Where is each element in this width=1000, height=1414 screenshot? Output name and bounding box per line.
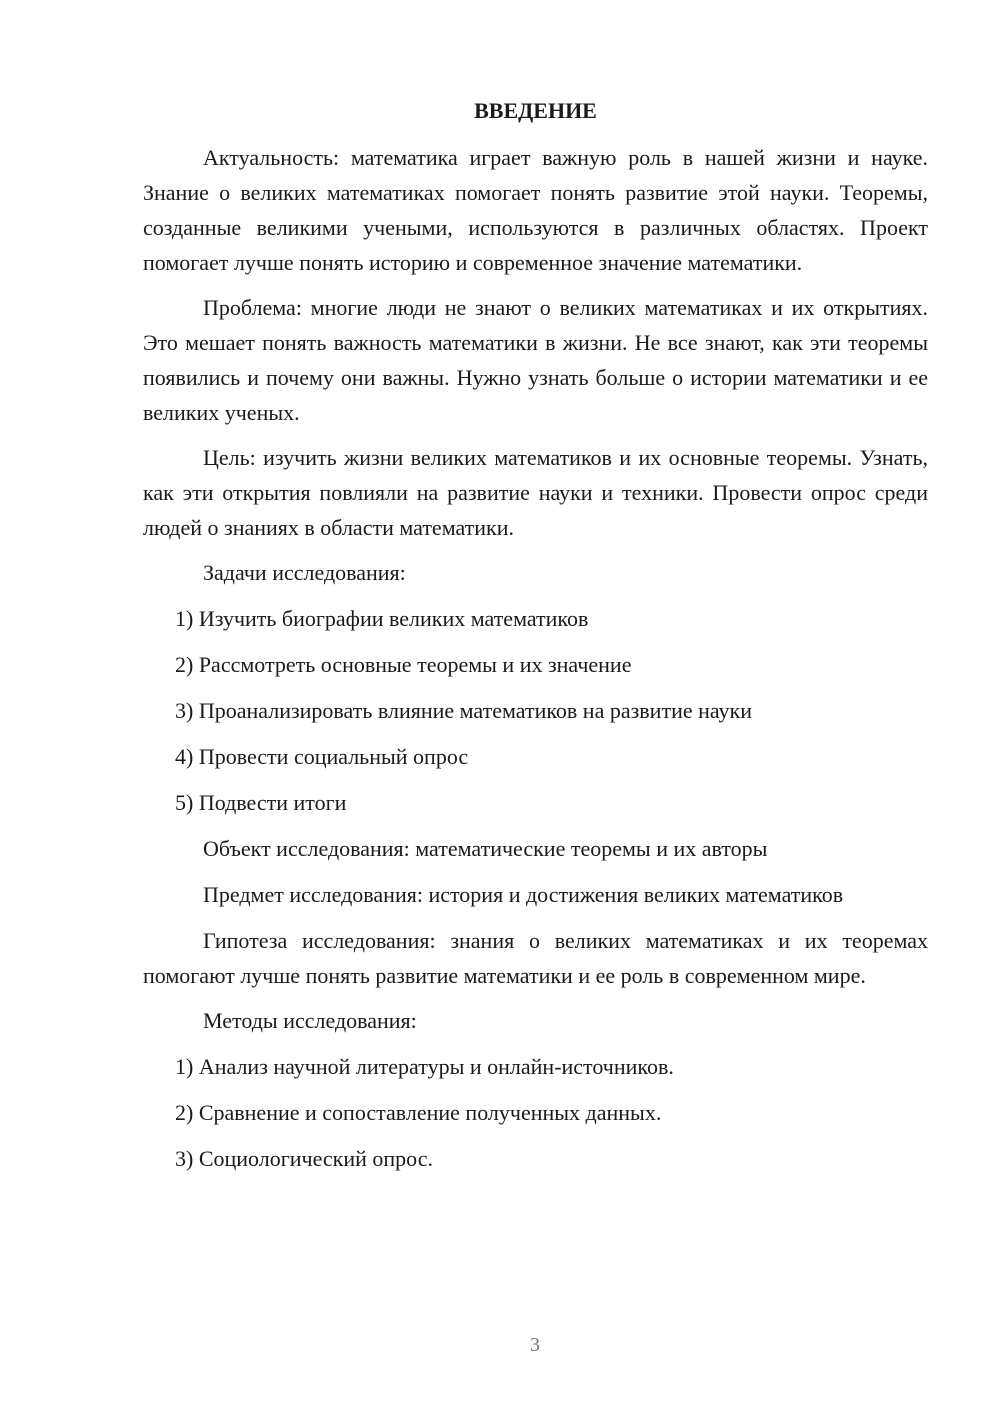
list-item: 2) Сравнение и сопоставление полученных данных. — [175, 1100, 662, 1125]
list-item: 4) Провести социальный опрос — [175, 744, 469, 769]
section-title: ВВЕДЕНИЕ — [474, 98, 597, 123]
list-item: 5) Подвести итоги — [175, 790, 347, 815]
methods-list — [143, 1049, 928, 1176]
goal-paragraph: Цель: изучить жизни великих математиков и их основные теоремы. Узнать, как эти открытия повлияли на развитие науки и техники. Провести опрос среди людей о знаниях в области математики. — [143, 445, 928, 540]
subject-line: Предмет исследования: история и достижения великих математиков — [203, 882, 844, 907]
page-number: 3 — [530, 1334, 540, 1356]
problem-paragraph: Проблема: многие люди не знают о великих математиках и их открытиях. Это мешает понять важность математики в жизни. Не все знают, как эти теоремы появились и почему они важны. Нужно узнать больше о истории математики и ее великих ученых. — [143, 295, 928, 425]
document-page — [143, 96, 928, 1187]
object-line: Объект исследования: математические теоремы и их авторы — [203, 836, 768, 861]
tasks-heading: Задачи исследования: — [203, 560, 406, 585]
list-item: 3) Проанализировать влияние математиков на развитие науки — [175, 698, 752, 723]
list-item: 2) Рассмотреть основные теоремы и их значение — [175, 652, 632, 677]
list-item: 1) Анализ научной литературы и онлайн-источников. — [175, 1054, 674, 1079]
methods-heading: Методы исследования: — [203, 1008, 417, 1033]
relevance-paragraph: Актуальность: математика играет важную роль в нашей жизни и науке. Знание о великих математиках помогает понять развитие этой науки. Теоремы, созданные великими учеными, используются в различных областях. Проект помогает лучше понять историю и современное значение математики. — [143, 145, 928, 275]
hypothesis-paragraph: Гипотеза исследования: знания о великих математиках и их теоремах помогают лучше понять развитие математики и ее роль в современном мире. — [143, 928, 928, 988]
list-item: 1) Изучить биографии великих математиков — [175, 606, 589, 631]
tasks-list — [143, 601, 928, 820]
list-item: 3) Социологический опрос. — [175, 1146, 433, 1171]
